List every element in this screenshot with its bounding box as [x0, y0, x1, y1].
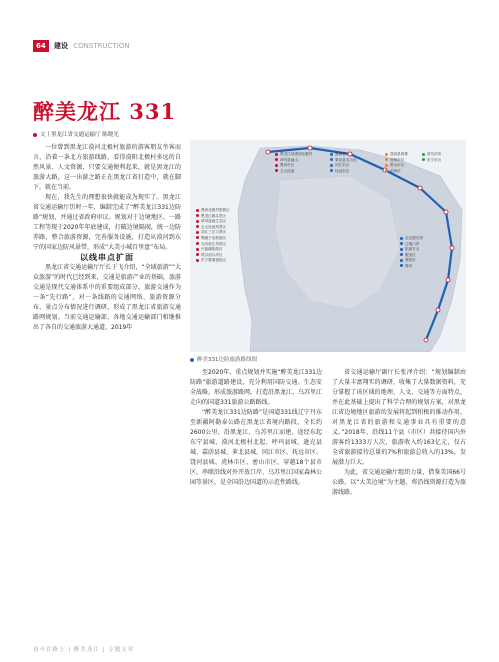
- legend-top-row: [275, 152, 312, 174]
- marker-icon: [196, 209, 199, 212]
- marker-icon: [275, 158, 278, 161]
- marker-icon: [385, 164, 388, 167]
- page-footer: 奋斗在路上 | 醉美龙江 | 专题文章: [33, 647, 135, 653]
- marker-icon: [422, 153, 425, 156]
- marker-icon: [196, 225, 199, 228]
- page-number: 64: [33, 40, 49, 52]
- legend-item: 呼玛湿地生态区: [196, 219, 230, 225]
- paragraph: “醉美龙江331边防路”是国道331线辽宁丹东至新疆阿勒泰公路在黑龙江省境内路段，全长约2600公里，沿黑龙江、乌苏里江而建，途经东起东宁县城、漠河北极村北起、呼玛县城、逊克县城、嘉荫县城、萝北县城、同江市区、抚远市区、饶河县城、虎林市区、密山市区，穿越18个县市区，串联沿线对外开放口岸、乌苏里江国家森林公园等景区，是全国沿边国道的示范性路线。: [190, 409, 323, 486]
- marker-icon: [196, 231, 199, 234]
- route-stop: [450, 246, 454, 250]
- section-subtitle: CONSTRUCTION: [73, 42, 130, 50]
- paragraph: 一位曾到黑龙江漠河北极村旅游的游客朋友坐客而言，沿着一条北方旅游线路，看得漠阳北极村多远的自然风景、人文资源，只要交通便利起来，就是黑龙江的旅游大路，这一出游之路正在黑龙江省打造中，就在脚下，就在当前。: [33, 144, 181, 191]
- legend-item: 嘉荫县: [330, 152, 357, 158]
- section-subheading: 以线串点扩面: [80, 253, 134, 262]
- legend-item: 东宁要塞遗址区: [196, 258, 230, 264]
- bullet-icon: [33, 133, 37, 137]
- section-title: 建设: [53, 42, 68, 50]
- marker-icon: [196, 253, 199, 256]
- legend-item: 观景台: [400, 258, 423, 264]
- legend-item: 萝北县名山岛: [330, 158, 357, 164]
- legend-item: 同江市区: [330, 163, 357, 169]
- paragraph: 现在，我先生的理想很快就能成为现实了。黑龙江省交通运输厅历时一年，编制完成了“醉美龙江331边防路”规划，并通过省政府审议。规划对于边境地区、一路工程等现于2020年年底建成，打破边境隔阂，统一边防养路，整合旅游资源，完善服务设施，打造从漠河到东宁的国家边防风景带，形成“大美小城百里盘”布局。: [33, 194, 181, 251]
- legend-item: 黑龙江省漠河北极村: [275, 152, 312, 158]
- bullet-icon: [190, 358, 194, 362]
- legend-item: 虎林市区: [385, 158, 408, 164]
- legend-item: 鸡西市: [385, 169, 408, 175]
- legend-item: 抚远市区: [330, 169, 357, 175]
- legend-item: 兴凯湖旅游区: [196, 247, 230, 253]
- article-title: 醉美龙江 331: [33, 99, 177, 124]
- legend-item: 漠河北极村旅游区: [196, 208, 230, 214]
- legend-item: 呼玛县画山: [275, 158, 312, 164]
- marker-icon: [385, 158, 388, 161]
- marker-icon: [196, 259, 199, 262]
- marker-icon: [422, 158, 425, 161]
- marker-icon: [330, 158, 333, 161]
- route-stop: [424, 338, 428, 342]
- legend-item: 旅游节点: [400, 247, 423, 253]
- author-text: 文丨黑龙江省交通运输厅 陈晓光: [40, 132, 119, 138]
- route-stop: [418, 186, 422, 190]
- marker-icon: [196, 242, 199, 245]
- legend-item: 同江三江口景区: [196, 230, 230, 236]
- legend-item: 服务区: [400, 253, 423, 259]
- legend-item: 绥芬河口岸区: [196, 253, 230, 259]
- map-caption: 醉美331边防旅游路线图: [190, 355, 257, 363]
- paragraph: 至2020年，重点规划并实施“醉美龙江331边防路”旅游道路建设，充分利用国防交通、生态安全战略，形成旅游路网，打造沿黑龙江、乌苏里江走向的国道331旅游公路路线。: [190, 369, 323, 406]
- route-stop: [308, 146, 312, 150]
- route-stop: [446, 278, 450, 282]
- legend-top-row-4: [422, 152, 441, 163]
- route-stop: [444, 210, 448, 214]
- article-column-2: [190, 368, 322, 640]
- legend-item: 驿站: [400, 264, 423, 270]
- legend-item: 饶河县四排: [385, 152, 408, 158]
- marker-icon: [400, 237, 403, 240]
- paragraph: 省交通运输厅副厅长张泽介绍：“规划编制由了大量丰富翔实的调研，收集了大量数据资料，充分掌握了该区域的地理、人文、交通等方面特点，并在此基础上提出了科学合理的规划方案，对黑龙江省边境地区旅游的发展将起到积极的推动作用，对黑龙江省的旅游和交通事业具有重要的意义。”2018年，沿线11个县（市区）共接待国内外游客约1333万人次，旅游收入约163亿元，仅占全省旅游接待总量的7%和旅游总收入的13%，发展潜力巨大。: [332, 369, 466, 466]
- page-header: [33, 40, 173, 52]
- legend-item: 绥芬河市: [422, 152, 441, 158]
- legend-left-list: [196, 208, 230, 264]
- legend-item: 黑河市区: [275, 163, 312, 169]
- route-stop: [436, 308, 440, 312]
- legend-item: 东宁市区: [422, 158, 441, 164]
- marker-icon: [385, 169, 388, 172]
- article-column-1: [33, 143, 181, 641]
- legend-item: 沿边观光带: [400, 236, 423, 242]
- marker-icon: [400, 248, 403, 251]
- route-map: [190, 140, 466, 352]
- map-svg: [190, 140, 466, 352]
- marker-icon: [400, 242, 403, 245]
- legend-item: 黑瞎子岛旅游区: [196, 236, 230, 242]
- legend-item: 乌苏里江风景区: [196, 242, 230, 248]
- marker-icon: [196, 248, 199, 251]
- marker-icon: [275, 169, 278, 172]
- route-stop: [266, 150, 270, 154]
- legend-item: 密山市区: [385, 163, 408, 169]
- marker-icon: [196, 214, 199, 217]
- marker-icon: [400, 259, 403, 262]
- article-column-3: [332, 368, 466, 640]
- paragraph: 为此，省交通运输厅组织力量，借鉴美国66号公路，以“大美边境”为主题，将沿线资源打造为旅游线路。: [332, 469, 466, 496]
- legend-item: 五大连池: [275, 169, 312, 175]
- legend-item: 五大连池风景区: [196, 225, 230, 231]
- marker-icon: [330, 153, 333, 156]
- marker-icon: [196, 220, 199, 223]
- legend-top-row-3: [385, 152, 408, 174]
- paragraph: 黑龙江省交通运输厅厅长于飞介绍，“全域旅游”“大众旅游”的时代已经到来，交通是旅游产业的基础，旅游交通是现代交通体系中的重要组成部分，旅游交通作为一条“先行路”，对一条线路的交通网络、旅游资源分布、景点分布情况进行调研，形成了黑龙江省旅游交通路网规划。当前交通运输部，各地交通运输部门相继推出了各自的交通旅游大通道，2019年: [33, 264, 181, 331]
- legend-item: 黑龙江源头景区: [196, 214, 230, 220]
- marker-icon: [275, 164, 278, 167]
- author-line: [33, 130, 119, 138]
- legend-right-list: [400, 236, 423, 270]
- marker-icon: [275, 153, 278, 156]
- marker-icon: [330, 169, 333, 172]
- legend-top-row-2: [330, 152, 357, 174]
- marker-icon: [196, 236, 199, 239]
- legend-item: 边境口岸: [400, 242, 423, 248]
- marker-icon: [400, 264, 403, 267]
- marker-icon: [400, 253, 403, 256]
- marker-icon: [385, 153, 388, 156]
- marker-icon: [330, 164, 333, 167]
